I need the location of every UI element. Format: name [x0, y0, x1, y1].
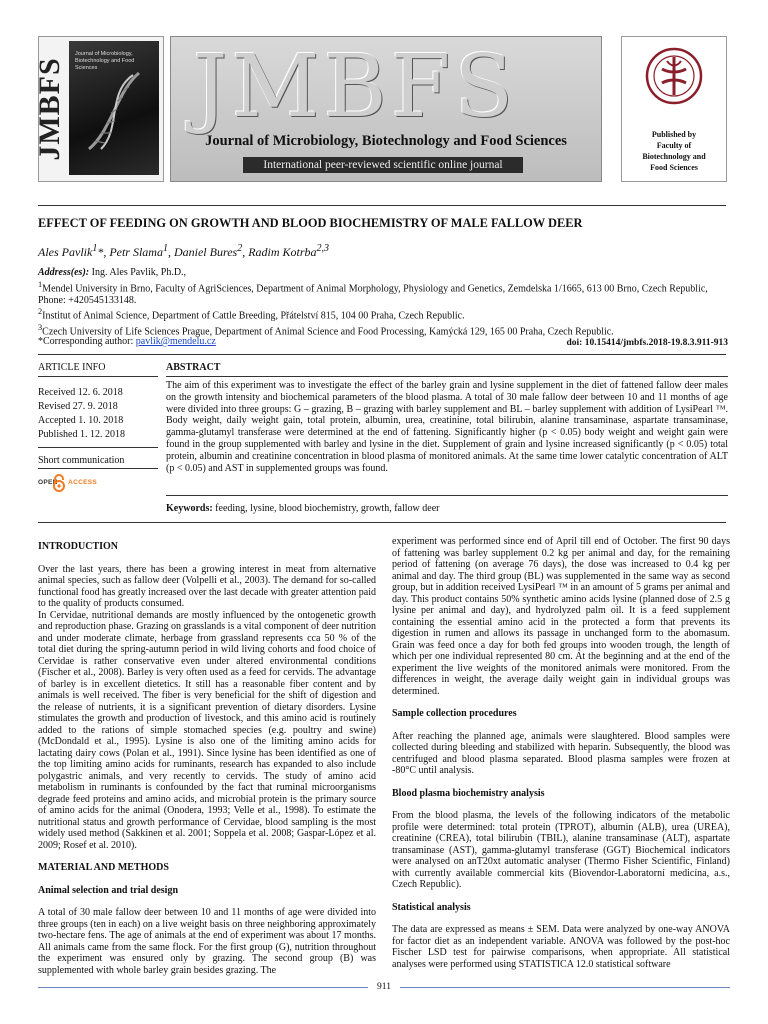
info-top-rule: [38, 354, 726, 355]
article-title: EFFECT OF FEEDING ON GROWTH AND BLOOD BIOCHEMISTRY OF MALE FALLOW DEER: [38, 216, 583, 230]
author-email-link[interactable]: pavlik@mendelu.cz: [135, 336, 216, 347]
article-dates: [38, 386, 125, 442]
methods-heading: MATERIAL AND METHODS: [38, 862, 169, 873]
paragraph: In Cervidae, nutritional demands are mostly influenced by the ontogenetic growth and reproduction phase. Grazing on grasslands is a vital component of deer nutrition and under moderate climate, herbage from grassland represents cca 50 % of the total diet during the spring-autumn period in wild living cohorts and food choice of Cervidae is rather conservative even under altered environmental conditions (Fischer et al., 2008). Barley is very often used as a feed for cervids. The advantage of barley is in excellent dietetics. It still has a reasonable fiber content and by animals is well received. The fiber is very beneficial for the shift of digestion and the release of nutrients, it is a significant prevention of dietary disorders. Lysine stimulates the growth and production of livestock, and this amino acid is routinely added to the rations of simple stomached species (e.g. poultry and swine) (McDondald et al., 1995). Lysine is also one of the limiting amino acids for lactating dairy cows (Polan et al., 1991). Since lysine has been identified as one of the top limiting amino acids for ruminants, research has expanded to also include polygastric animals, and very recently to cervids. The study of amino acid metabolism in ruminants is confounded by the fact that ruminal microorganisms degrade feed proteins and amino acids, and microbial protein is the primary source of amino acids for the animal (Onodera, 1993; Velle et al., 1998). To estimate the nutritional status and growth performance of Cervidae, blood sampling is the most widely used method (Sakkinen et al. 2001; Soppela et al. 2008; Gaspar-López et al. 2009; Rosef et al. 2010).: [38, 609, 376, 851]
open-lock-icon: [52, 474, 66, 492]
header-rule: [38, 205, 726, 206]
paragraph: A total of 30 male fallow deer between 10 and 11 months of age were divided into three groups (ten in each) on a live weight basis on three neighboring approximately two-hectare fens. The age of animals at the end of experiment was about 17 months. All animals came from the same flock. For the first group (G), nutrition throughout the experiment was ensured only by grazing. The second group (B) was supplemented with whole barley grain besides grazing. The: [38, 907, 376, 976]
subsection-heading: Blood plasma biochemistry analysis: [392, 787, 545, 799]
article-info-heading: ARTICLE INFO: [38, 362, 106, 373]
paragraph: experiment was performed since end of April till end of October. The first 90 days of fattening was barley supplement 0.2 kg per animal and day, for the remaining period of fattening (on average 76 days), the dose was increased to 0.4 kg per animal and day. The third group (BL) was supplemented in the same way as second group, but in addition received LysiPearl ™ in an amount of 5 grams per animal and day. This product contains 50% synthetic amino acids lysine (planned dose of 2.5 g lysine per animal and day), and hydrolyzed palm oil. It is a feed supplement containing the essential amino acid in the protected a form that prevents its digestion in rumen and allows its passage in unchanged form to the abomasum. Grain was feed once a day for both fed groups into wooden trough, the length of which per one individual represented 80 cm. At the beginning and at the end of the experiment the live weights of the monitored animals were monitored. From the differences in weight, the average daily weight gain in individual groups was determined.: [392, 536, 730, 697]
journal-banner: [170, 36, 602, 182]
cover-title: Journal of Microbiology, Biotechnology and Food Sciences: [75, 51, 135, 71]
abstract-rule: [166, 376, 728, 377]
subsection-heading: Animal selection and trial design: [38, 884, 179, 896]
keywords: Keywords: feeding, lysine, blood biochemistry, growth, fallow deer: [166, 503, 440, 514]
page-number: 911: [0, 982, 768, 992]
left-column: [38, 541, 376, 987]
subsection-heading: Sample collection procedures: [392, 708, 517, 719]
abstract-text: The aim of this experiment was to investigate the effect of the barley grain and lysine supplement in the diet of fattened fallow deer males on the growth intensity and biochemical parameters of the blood plasma. A total of 30 male fallow deer between 10 and 11 months of age were divided into three groups: G – grazing, B – grazing with barley supplement and BL – barley supplement with addition of LysiPearl ™. Body weight, daily weight gain, total protein, albumin, urea, creatinine, total bilirubin, alanine transaminase, aspartate transaminase, gamma-glutamyl transferase were determined at the end of fattening. Significantly higher (p < 0.05) body weight and weight gain were found in the group supplemented with barley and lysine in the diet. Supplement of grain and lysine increased significantly (p < 0.05) total protein, albumin and creatinine concentration in blood plasma of monitored animals. At the same time lower catalytic concentration of ALT (p < 0.05) and AST in supplemented groups was found.: [166, 380, 728, 474]
journal-cover-thumbnail: [33, 36, 164, 182]
affiliations: Address(es): Ing. Ales Pavlik, Ph.D., $^1$Mendel University in Brno, Faculty of AgriSciences, Department of Animal Morphology, Physiology and Genetics, Zemdelska 1/1665, 613 00 Brno, Czech Republic, Phone: +420545133148. $^2$Institut of Animal Science, Department of Cattle Breeding, Přátelství 815, 104 00 Praha, Czech Republic. $^3$Czech University of Life Sciences Prague, Department of Animal Science and Food Processing, Kamýcká 129, 165 00 Praha, Czech Republic.: [38, 267, 708, 338]
published-date: Published 1. 12. 2018: [38, 429, 125, 440]
body-top-rule: [38, 522, 726, 523]
journal-title: Journal of Microbiology, Biotechnology and Food Sciences: [205, 133, 567, 149]
publisher-box: [621, 36, 727, 182]
paragraph: From the blood plasma, the levels of the following indicators of the metabolic profile were determined: total protein (TPROT), albumin (ALB), urea (UREA), creatinine (CREA), total bilirubin (TBIL), alanine transaminase (ALT), aspartate transaminase (AST), gamma-glutamyl transferase (GGT) Biochemical indicators were analysed on anT20xt automatic analyser (Thermo Fisher Scientific, Finland) with currently available commercial kits (Biovendor-Laboratorní medicína, a.s., Czech Republic).: [392, 810, 730, 890]
abstract-heading: ABSTRACT: [166, 362, 221, 373]
subsection-heading: Statistical analysis: [392, 901, 471, 913]
abstract-rule-2: [166, 495, 728, 496]
revised-date: Revised 27. 9. 2018: [38, 401, 118, 412]
article-info-rule-3: [38, 468, 158, 469]
dna-helix-icon: [81, 71, 147, 151]
banner-logo: JMBFS: [193, 37, 518, 137]
open-access-badge: OPEN ACCESS: [38, 474, 98, 494]
paragraph: The data are expressed as means ± SEM. Data were analyzed by one-way ANOVA for factor diet as an independent variable. ANOVA was followed by the post-hoc Fischer LSD test for pairwise comparisons, when appropriate. All statistical analyses were performed using STATISTICA 12.0 statistical software: [392, 924, 730, 970]
publisher-text: Published by Faculty of Biotechnology and Food Sciences: [642, 130, 706, 172]
accepted-date: Accepted 1. 10. 2018: [38, 415, 124, 426]
paragraph: Over the last years, there has been a growing interest in meat from alternative animal species, such as fallow deer (Volpelli et al., 2003). The demand for so-called functional food has greatly increased over the last decade with greater attention paid to the quality of products consumed.: [38, 563, 376, 609]
journal-tagline: International peer-reviewed scientific online journal: [243, 157, 523, 173]
article-type: Short communication: [38, 455, 125, 466]
paragraph: After reaching the planned age, animals were slaughtered. Blood samples were collected during bleeding and stabilized with heparin. Subsequently, the blood was centrifuged and blood plasma separated. Blood plasma samples were frozen at -80°C until analysis.: [392, 730, 730, 776]
faculty-emblem-icon: [645, 47, 703, 105]
journal-header: [33, 36, 726, 186]
cover-artwork: [69, 41, 159, 175]
received-date: Received 12. 6. 2018: [38, 387, 123, 398]
article-info-rule: [38, 376, 158, 377]
article-info-rule-2: [38, 447, 158, 448]
right-column: [392, 536, 730, 981]
author-list: Ales Pavlik$^1$*, Petr Slama$^1$, Daniel Bures$^2$, Radim Kotrba$^{2,3}$: [38, 243, 330, 259]
cover-side-logo: JMBFS: [33, 57, 66, 161]
corresponding-author: *Corresponding author: pavlik@mendelu.cz: [38, 336, 216, 347]
introduction-heading: INTRODUCTION: [38, 541, 119, 552]
doi: doi: 10.15414/jmbfs.2018-19.8.3.911-913: [566, 338, 728, 348]
